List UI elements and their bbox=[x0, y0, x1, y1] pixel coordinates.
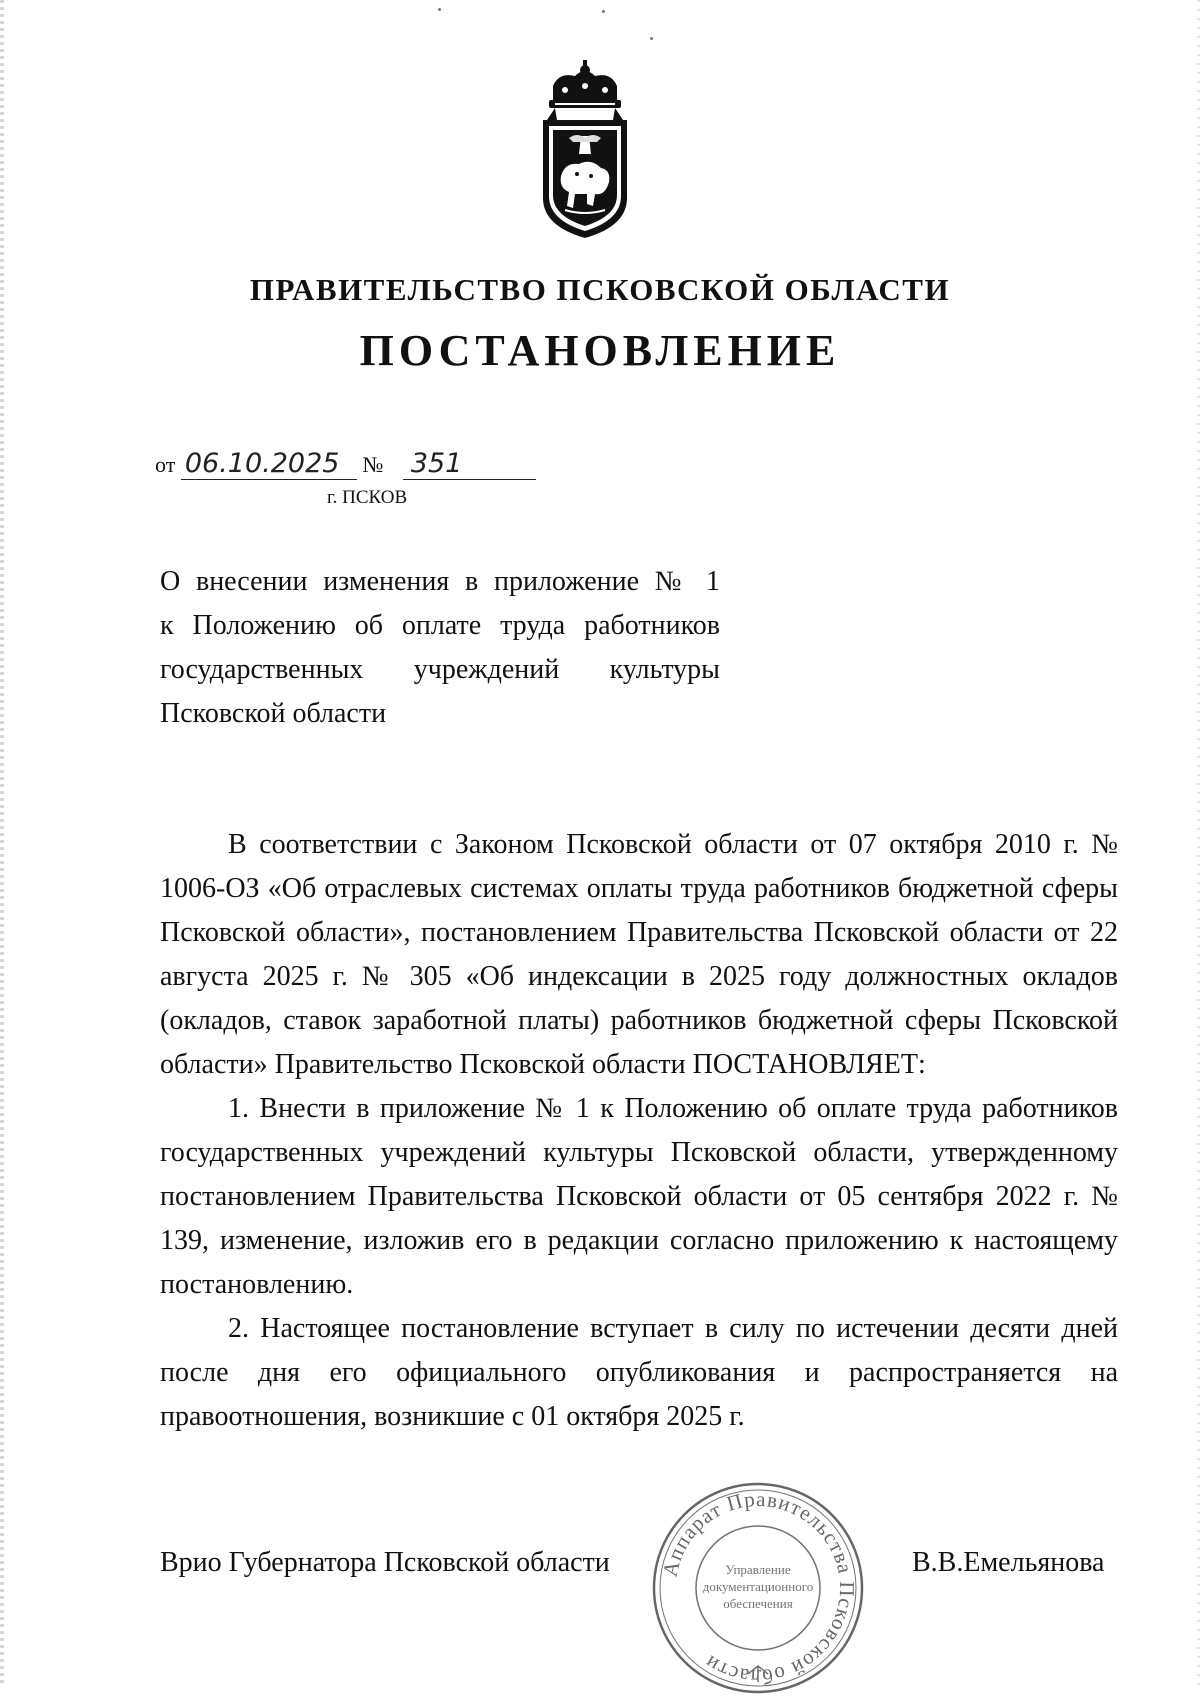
coat-of-arms-emblem bbox=[525, 58, 645, 243]
subject-line: к Положению об оплате труда работников bbox=[160, 610, 720, 641]
stamp-ring-text: Аппарат Правительства Псковской области bbox=[657, 1486, 860, 1690]
city-label: г. ПСКОВ bbox=[327, 487, 408, 508]
number-prefix: № bbox=[362, 452, 384, 477]
handwritten-number: 351 bbox=[403, 448, 536, 480]
scan-edge-left bbox=[0, 0, 4, 1686]
stamp-inner-line: документационного bbox=[702, 1579, 814, 1594]
official-stamp bbox=[648, 1478, 868, 1698]
signatory-position: Врио Губернатора Псковской области bbox=[160, 1547, 610, 1578]
subject-line: Псковской области bbox=[160, 698, 387, 729]
stamp-inner-line: обеспечения bbox=[723, 1596, 793, 1611]
subject-line: О внесении изменения в приложение № 1 bbox=[160, 566, 720, 597]
subject-block bbox=[160, 560, 720, 736]
stamp-inner-line: Управление bbox=[725, 1562, 791, 1577]
signatory-name: В.В.Емельянова bbox=[912, 1547, 1105, 1578]
government-title: ПРАВИТЕЛЬСТВО ПСКОВСКОЙ ОБЛАСТИ bbox=[249, 272, 951, 307]
scan-dot bbox=[650, 37, 653, 40]
preamble-paragraph: В соответствии с Законом Псковской области от 07 октября 2010 г. № 1006-ОЗ «Об отраслевых системах оплаты труда работников бюджетной сферы Псковской области», постановлением Правительства Псковской области от 22 августа 2025 г. № 305 «Об индексации в 2025 году должностных окладов (окладов, ставок заработной платы) работников бюджетной сферы Псковской области» Правительство Псковской области ПОСТАНОВЛЯЕТ: bbox=[160, 829, 1118, 1080]
subject-line: государственных учреждений культуры bbox=[160, 654, 720, 685]
date-prefix: от bbox=[155, 452, 176, 477]
item-2-paragraph: 2. Настоящее постановление вступает в силу по истечении десяти дней после дня его официального опубликования и распространяется на правоотношения, возникшие с 01 октября 2025 г. bbox=[160, 1313, 1118, 1432]
document-body bbox=[160, 823, 1118, 1439]
scan-dot bbox=[602, 10, 605, 13]
document-type: ПОСТАНОВЛЕНИЕ bbox=[359, 326, 841, 375]
handwritten-date: 06.10.2025 bbox=[181, 448, 357, 480]
item-1-paragraph: 1. Внести в приложение № 1 к Положению об оплате труда работников государственных учреждений культуры Псковской области, утвержденному постановлением Правительства Псковской области от 05 сентября 2022 г. № 139, изменение, изложив его в редакции согласно приложению к настоящему постановлению. bbox=[160, 1093, 1118, 1300]
scan-dot bbox=[438, 8, 441, 11]
date-number-line bbox=[155, 448, 536, 480]
